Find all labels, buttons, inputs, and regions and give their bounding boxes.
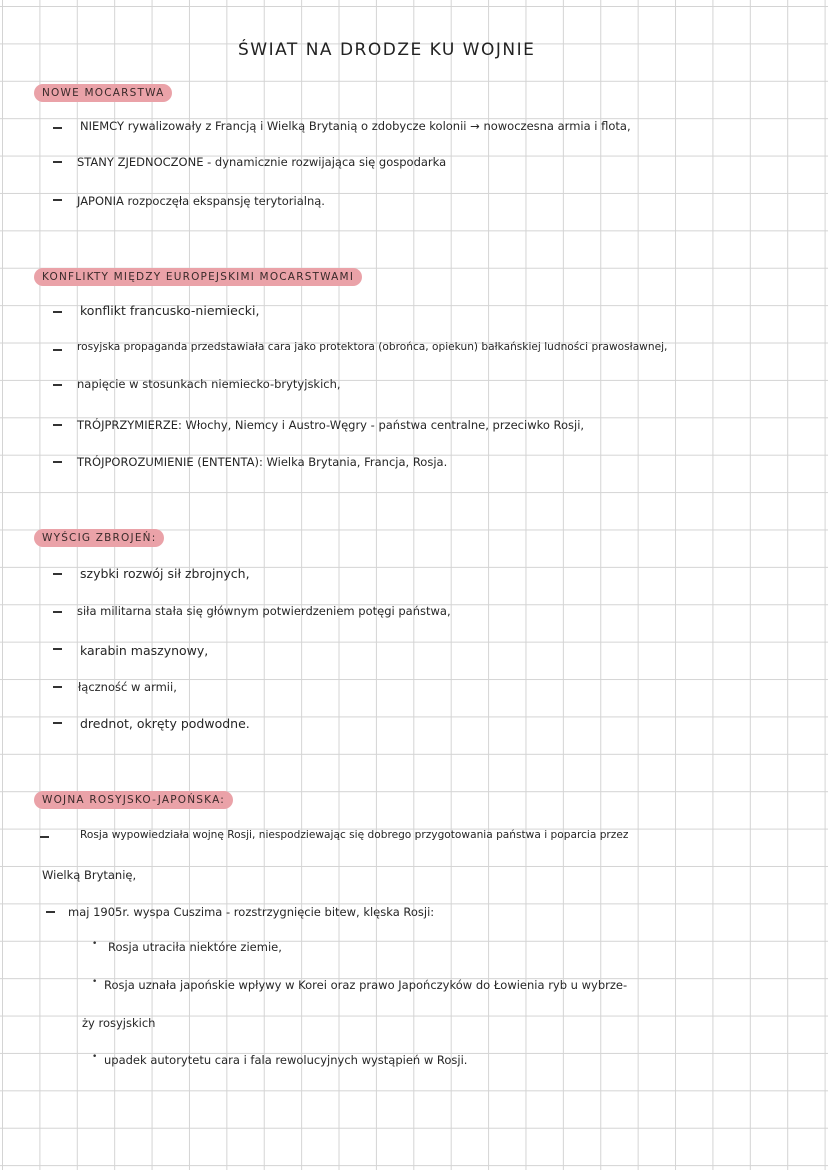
bullet-dot: • [92, 1052, 98, 1062]
note-line: Rosja wypowiedziała wojnę Rosji, niespodziewając się dobrego przygotowania państwa i poparcia przez [80, 829, 629, 841]
note-line: Wielką Brytanię, [42, 868, 137, 882]
note-line: TRÓJPOROZUMIENIE (ENTENTA): Wielka Brytania, Francja, Rosja. [77, 455, 448, 469]
note-line: konflikt francusko-niemiecki, [80, 303, 260, 318]
dash-marker [53, 384, 62, 386]
note-line: siła militarna stała się głównym potwierdzeniem potęgi państwa, [77, 604, 451, 618]
dash-marker [53, 722, 62, 724]
dash-marker [53, 686, 62, 688]
note-bullet: Rosja utraciła niektóre ziemie, [108, 940, 282, 954]
bullet-dot: • [92, 977, 98, 987]
dash-marker [53, 611, 62, 613]
note-line: STANY ZJEDNOCZONE - dynamicznie rozwijająca się gospodarka [77, 155, 447, 169]
note-line: szybki rozwój sił zbrojnych, [80, 566, 250, 581]
dash-marker [53, 127, 62, 129]
dash-marker [53, 461, 62, 463]
dash-marker [53, 311, 62, 313]
note-bullet: Rosja uznała japońskie wpływy w Korei oraz prawo Japończyków do Łowienia ryb u wybrze- [104, 978, 628, 992]
note-line: łączność w armii, [78, 680, 177, 694]
dash-marker [53, 573, 62, 575]
note-line: JAPONIA rozpoczęła ekspansję terytorialną. [77, 194, 325, 208]
note-bullet-continuation: ży rosyjskich [82, 1016, 156, 1030]
note-line: karabin maszynowy, [80, 643, 209, 658]
note-line: drednot, okręty podwodne. [80, 716, 250, 731]
dash-marker [53, 199, 62, 201]
note-line: napięcie w stosunkach niemiecko-brytyjskich, [77, 377, 341, 391]
note-line: TRÓJPRZYMIERZE: Włochy, Niemcy i Austro-Węgry - państwa centralne, przeciwko Rosji, [77, 418, 585, 432]
dash-marker [46, 911, 55, 913]
section-heading-new-powers: NOWE MOCARSTWA [34, 84, 172, 102]
note-bullet: upadek autorytetu cara i fala rewolucyjnych wystąpień w Rosji. [104, 1053, 468, 1067]
note-line: NIEMCY rywalizowały z Francją i Wielką Brytanią o zdobycze kolonii → nowoczesna armia i flota, [80, 119, 631, 133]
dash-marker [53, 349, 62, 351]
dash-marker [40, 836, 49, 838]
section-heading-arms-race: WYŚCIG ZBROJEŃ: [34, 529, 164, 547]
dash-marker [53, 424, 62, 426]
bullet-dot: • [92, 939, 98, 949]
note-line: maj 1905r. wyspa Cuszima - rozstrzygnięcie bitew, klęska Rosji: [68, 905, 435, 919]
dash-marker [53, 648, 62, 650]
section-heading-russo-japanese-war: WOJNA ROSYJSKO-JAPOŃSKA: [34, 791, 233, 809]
note-line: rosyjska propaganda przedstawiała cara jako protektora (obrońca, opiekun) bałkańskiej ludności prawosławnej, [77, 341, 668, 353]
dash-marker [53, 161, 62, 163]
section-heading-conflicts: KONFLIKTY MIĘDZY EUROPEJSKIMI MOCARSTWAMI [34, 268, 362, 286]
page-title: ŚWIAT NA DRODZE KU WOJNIE [238, 40, 536, 60]
